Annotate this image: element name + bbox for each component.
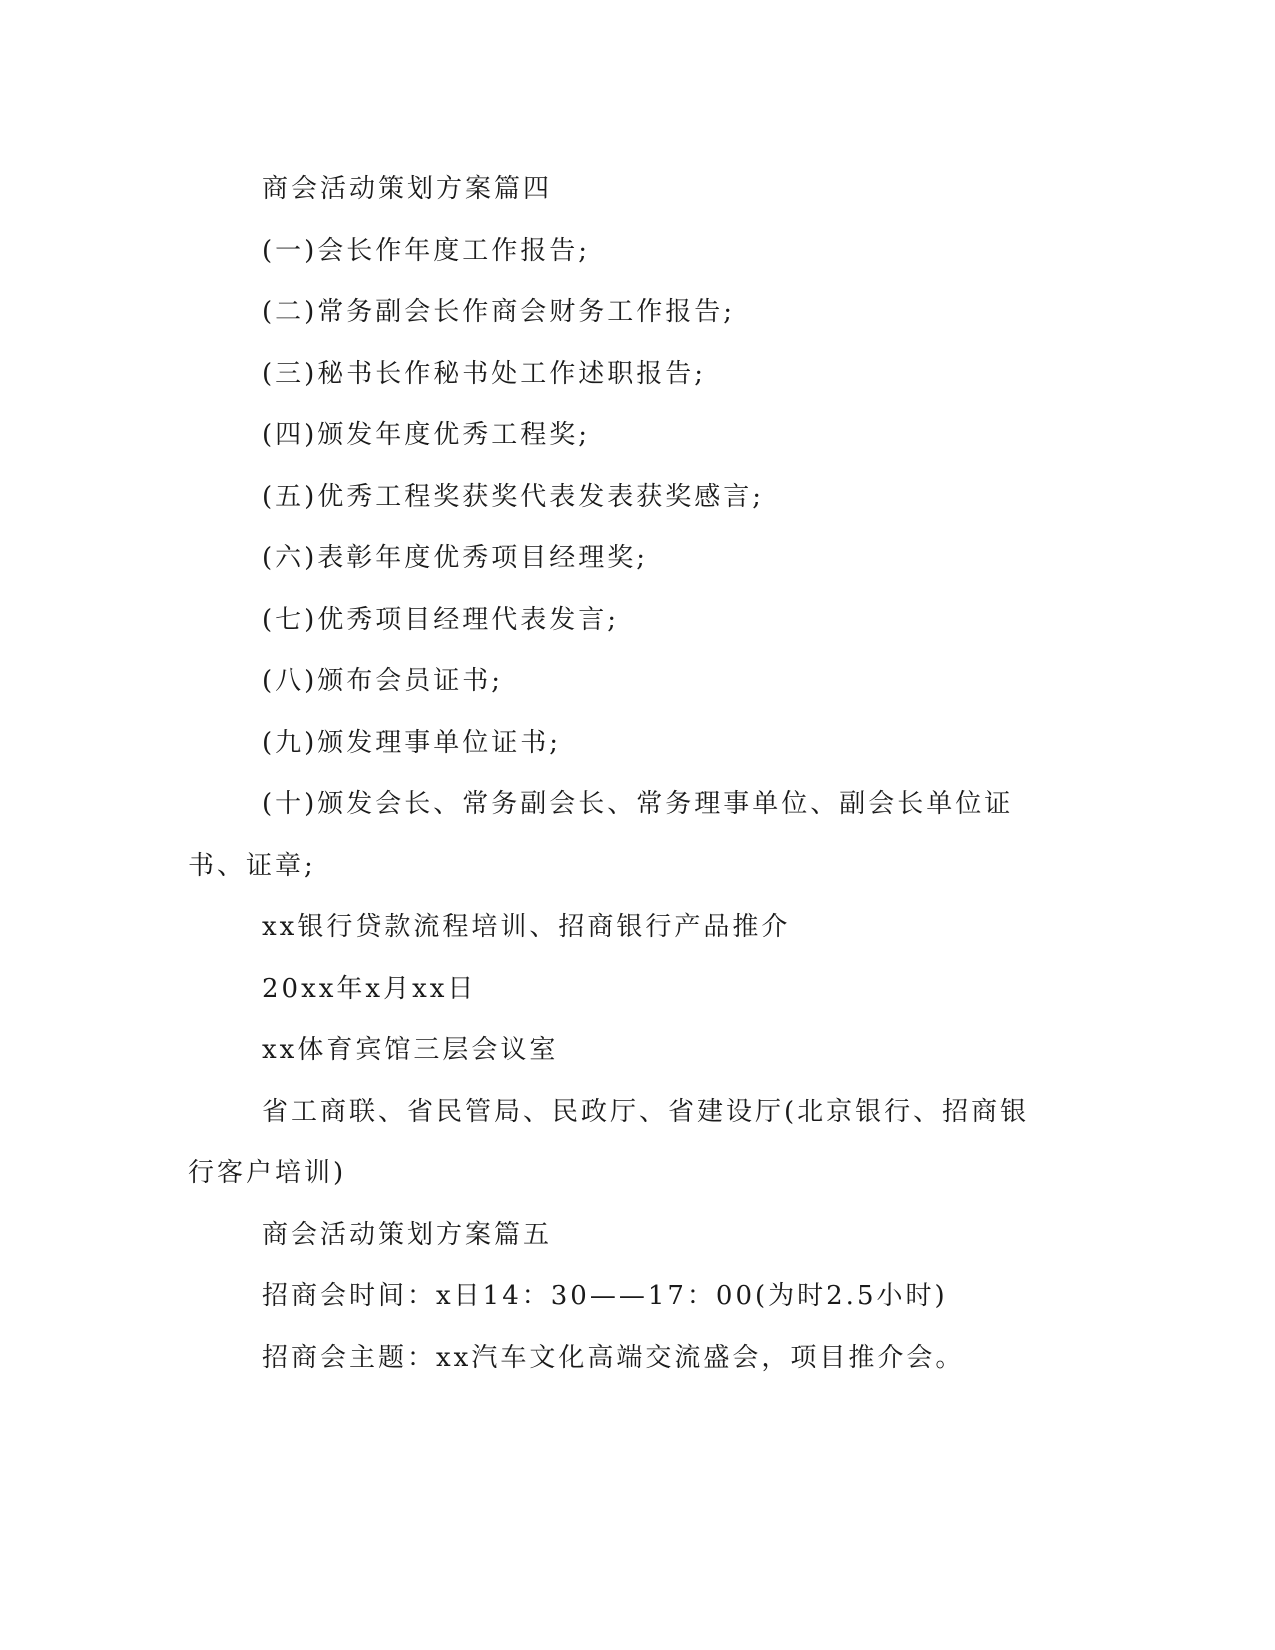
list-item: (一)会长作年度工作报告;	[262, 235, 591, 266]
training-participants: 省工商联、省民管局、民政厅、省建设厅(北京银行、招商银行客户培训)	[188, 1096, 1030, 1188]
section-heading: 商会活动策划方案篇四	[262, 174, 553, 204]
meeting-time: 招商会时间：x日14：30——17：00(为时2.5小时)	[262, 1281, 948, 1311]
list-item: (八)颁布会员证书;	[262, 666, 504, 696]
list-item: (九)颁发理事单位证书;	[262, 727, 562, 758]
document-body	[188, 159, 1058, 1389]
training-venue: xx体育宾馆三层会议室	[262, 1035, 559, 1065]
list-item: (二)常务副会长作商会财务工作报告;	[262, 297, 736, 327]
list-item: (七)优秀项目经理代表发言;	[262, 604, 620, 635]
section-heading: 商会活动策划方案篇五	[262, 1219, 553, 1250]
training-date: 20xx年x月xx日	[262, 973, 477, 1004]
list-item: (六)表彰年度优秀项目经理奖;	[262, 543, 649, 573]
list-item: (三)秘书长作秘书处工作述职报告;	[262, 358, 707, 389]
list-item: (十)颁发会长、常务副会长、常务理事单位、副会长单位证书、证章;	[188, 789, 1014, 881]
list-item: (四)颁发年度优秀工程奖;	[262, 420, 591, 450]
training-topic: xx银行贷款流程培训、招商银行产品推介	[262, 912, 791, 942]
meeting-theme: 招商会主题：xx汽车文化高端交流盛会，项目推介会。	[262, 1342, 965, 1373]
list-item: (五)优秀工程奖获奖代表发表获奖感言;	[262, 481, 765, 512]
